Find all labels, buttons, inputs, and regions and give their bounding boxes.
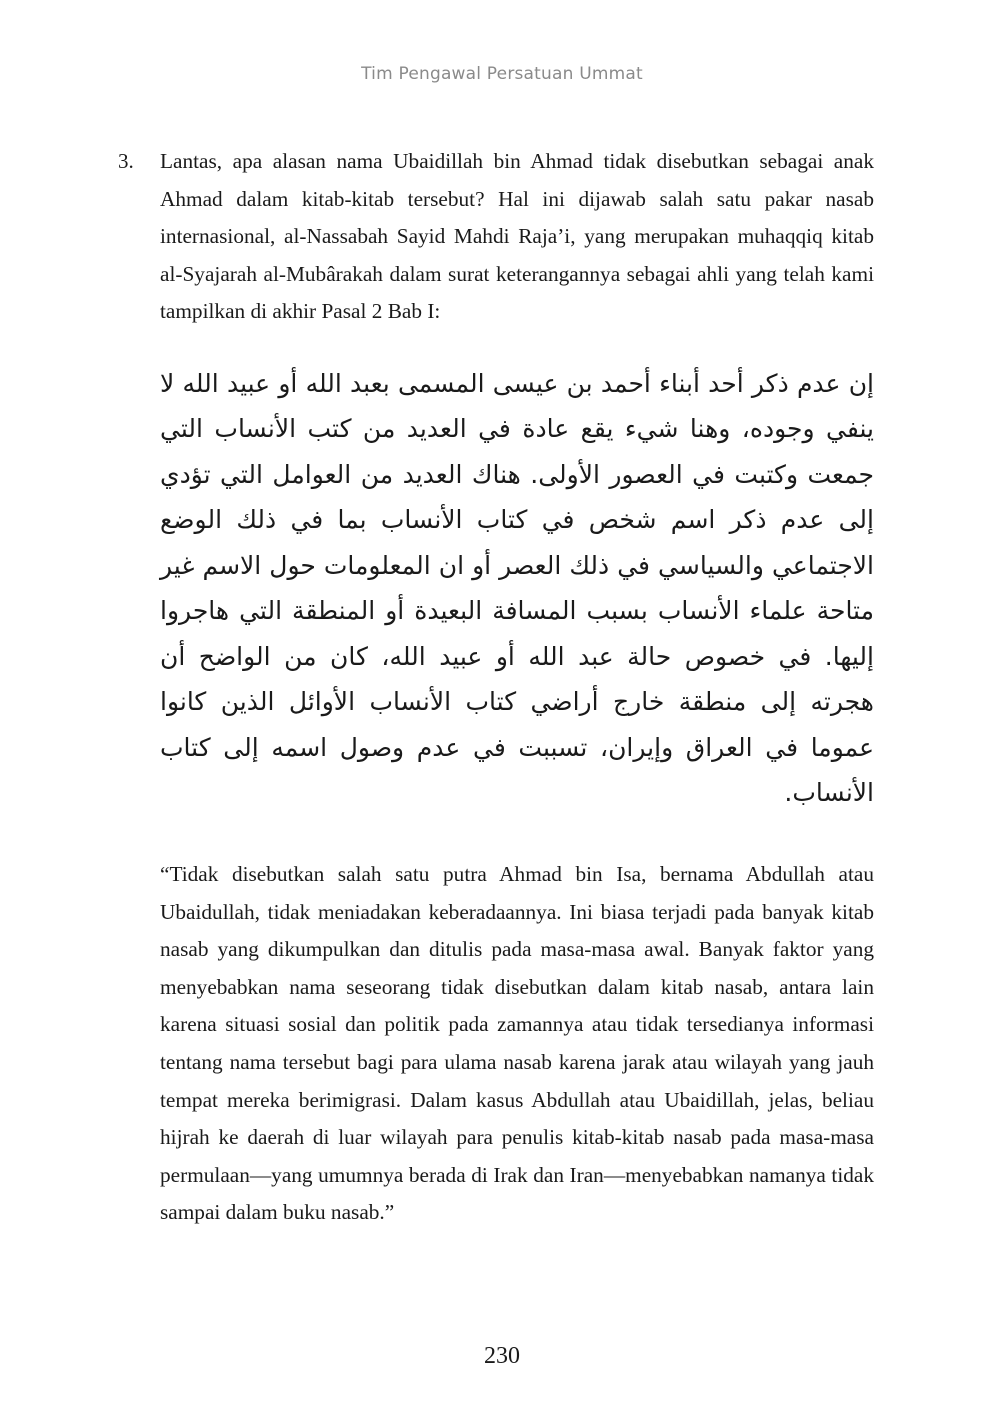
numbered-list-item [118, 143, 874, 331]
arabic-quotation: إن عدم ذكر أحد أبناء أحمد بن عيسى المسمى بعبد الله أو عبيد الله لا ينفي وجوده، وهنا شيء يقع عادة في العديد من كتب الأنساب التي جمعت وكتبت في العصور الأولى. هناك العديد من العوامل التي تؤدي إلى عدم ذكر اسم شخص في كتاب الأنساب بما في ذلك الوضع الاجتماعي والسياسي في ذلك العصر أو ان المعلومات حول الاسم غير متاحة علماء الأنساب بسبب المسافة البعيدة أو المنطقة التي هاجروا إليها. في خصوص حالة عبد الله أو عبيد الله، كان من الواضح أن هجرته إلى منطقة خارج أراضي كتاب الأنساب الأوائل الذين كانوا عموما في العراق وإيران، تسببت في عدم وصول اسمه إلى كتاب الأنساب. [160, 368, 874, 808]
page-body [118, 143, 874, 1232]
running-header: Tim Pengawal Persatuan Ummat [361, 64, 643, 84]
translation-paragraph: “Tidak disebutkan salah satu putra Ahmad bin Isa, bernama Abdullah atau Ubaidullah, tidak meniadakan keberadaannya. Ini biasa terjadi pada banyak kitab nasab yang dikumpulkan dan ditulis pada masa-masa awal. Banyak faktor yang menyebabkan nama seseorang tidak disebutkan dalam kitab nasab, antara lain karena situasi sosial dan politik pada zamannya atau tidak tersedianya informasi tentang nama tersebut bagi para ulama nasab karena jarak atau wilayah yang jauh tempat mereka berimigrasi. Dalam kasus Abdullah atau Ubaidillah, jelas, beliau hijrah ke daerah di luar wilayah para penulis kitab-kitab nasab pada masa-masa permulaan—yang umumnya berada di Irak dan Iran—menyebabkan namanya tidak sampai dalam buku nasab.” [160, 861, 874, 1225]
list-item-text: Lantas, apa alasan nama Ubaidillah bin Ahmad tidak disebutkan sebagai anak Ahmad dalam kitab-kitab tersebut? Hal ini dijawab salah satu pakar nasab internasional, al-Nassabah Sayid Mahdi Raja’i, yang merupakan muhaqqiq kitab al-Syajarah al-Mubârakah dalam surat keterangannya sebagai ahli yang telah kami tampilkan di akhir Pasal 2 Bab I: [160, 149, 874, 324]
page-number: 230 [484, 1343, 520, 1369]
list-item-number: 3. [118, 149, 134, 173]
